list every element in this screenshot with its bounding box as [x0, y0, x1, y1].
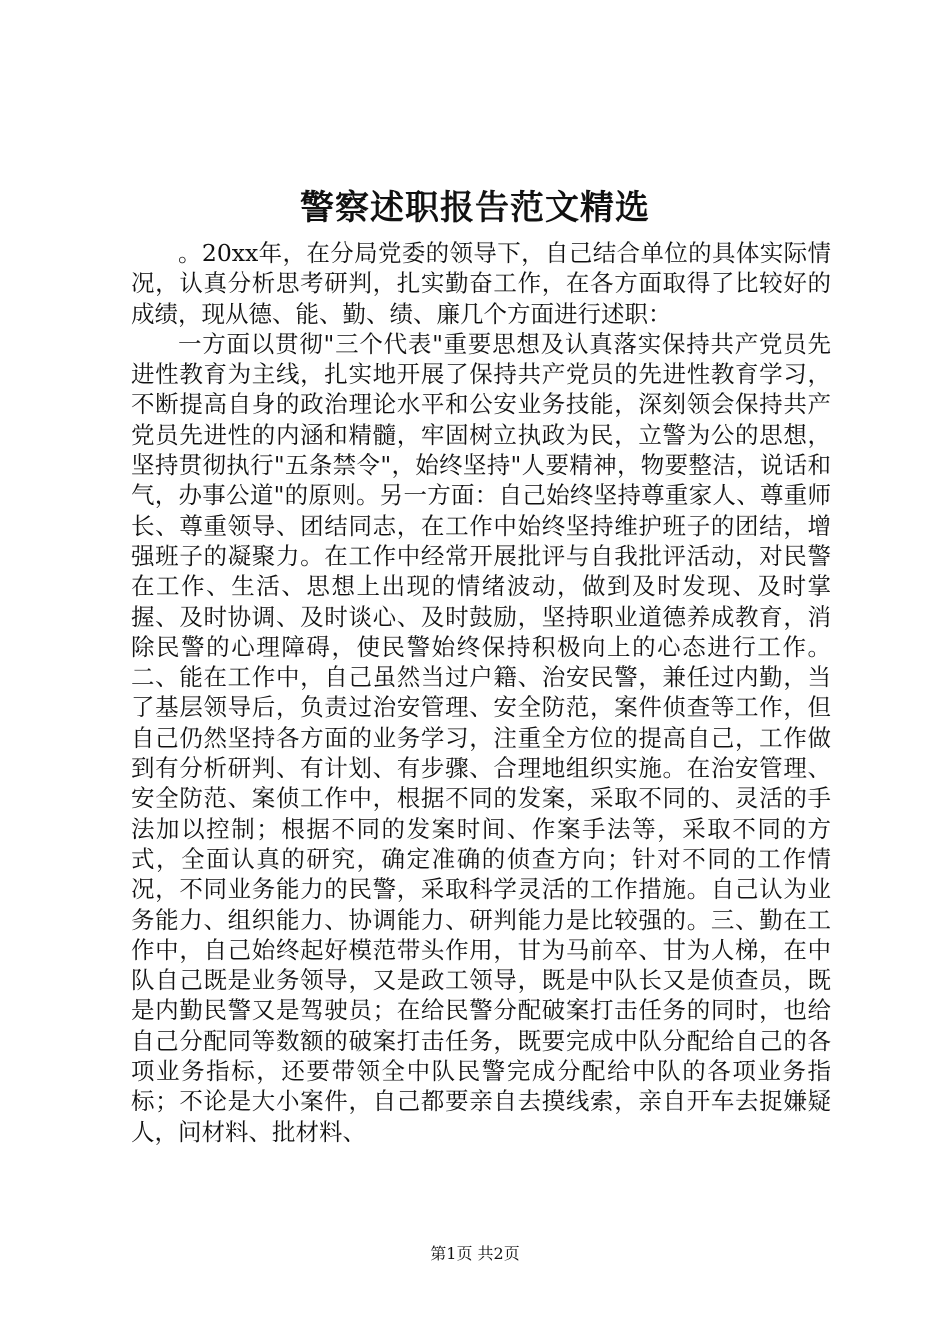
paragraph-main: 一方面以贯彻"三个代表"重要思想及认真落实保持共产党员先进性教育为主线，扎实地开展了保持共产党员的先进性教育学习，不断提高自身的政治理论水平和公安业务技能，深刻领会保持共产党员先进性的内涵和精髓，牢固树立执政为民，立警为公的思想，坚持贯彻执行"五条禁令"，始终坚持"人要精神，物要整洁，说话和气，办事公道"的原则。另一方面：自己始终坚持尊重家人、尊重师长、尊重领导、团结同志，在工作中始终坚持维护班子的团结，增强班子的凝聚力。在工作中经常开展批评与自我批评活动，对民警在工作、生活、思想上出现的情绪波动，做到及时发现、及时掌握、及时协调、及时谈心、及时鼓励，坚持职业道德养成教育，消除民警的心理障碍，使民警始终保持积极向上的心态进行工作。二、能在工作中，自己虽然当过户籍、治安民警，兼任过内勤，当了基层领导后，负责过治安管理、安全防范，案件侦查等工作，但自己仍然坚持各方面的业务学习，注重全方位的提高自己，工作做到有分析研判、有计划、有步骤、合理地组织实施。在治安管理、安全防范、案侦工作中，根据不同的发案，采取不同的、灵活的手法加以控制；根据不同的发案时间、作案手法等，采取不同的方式，全面认真的研究，确定准确的侦查方向；针对不同的工作情况，不同业务能力的民警，采取科学灵活的工作措施。自己认为业务能力、组织能力、协调能力、研判能力是比较强的。三、勤在工作中，自己始终起好模范带头作用，甘为马前卒、甘为人梯，在中队自己既是业务领导，又是政工领导，既是中队长又是侦查员，既是内勤民警又是驾驶员；在给民警分配破案打击任务的同时，也给自己分配同等数额的破案打击任务，既要完成中队分配给自己的各项业务指标，还要带领全中队民警完成分配给中队的各项业务指标；不论是大小案件，自己都要亲自去摸线索，亲自开车去捉嫌疑人，问材料、批材料、 — [131, 329, 831, 1146]
document-title: 警察述职报告范文精选 — [300, 188, 650, 228]
document-body — [131, 238, 831, 1147]
paragraph-intro: 。20xx年，在分局党委的领导下，自己结合单位的具体实际情况，认真分析思考研判，扎实勤奋工作，在各方面取得了比较好的成绩，现从德、能、勤、绩、廉几个方面进行述职： — [131, 239, 831, 328]
page-number-footer: 第1页 共2页 — [430, 1244, 520, 1263]
